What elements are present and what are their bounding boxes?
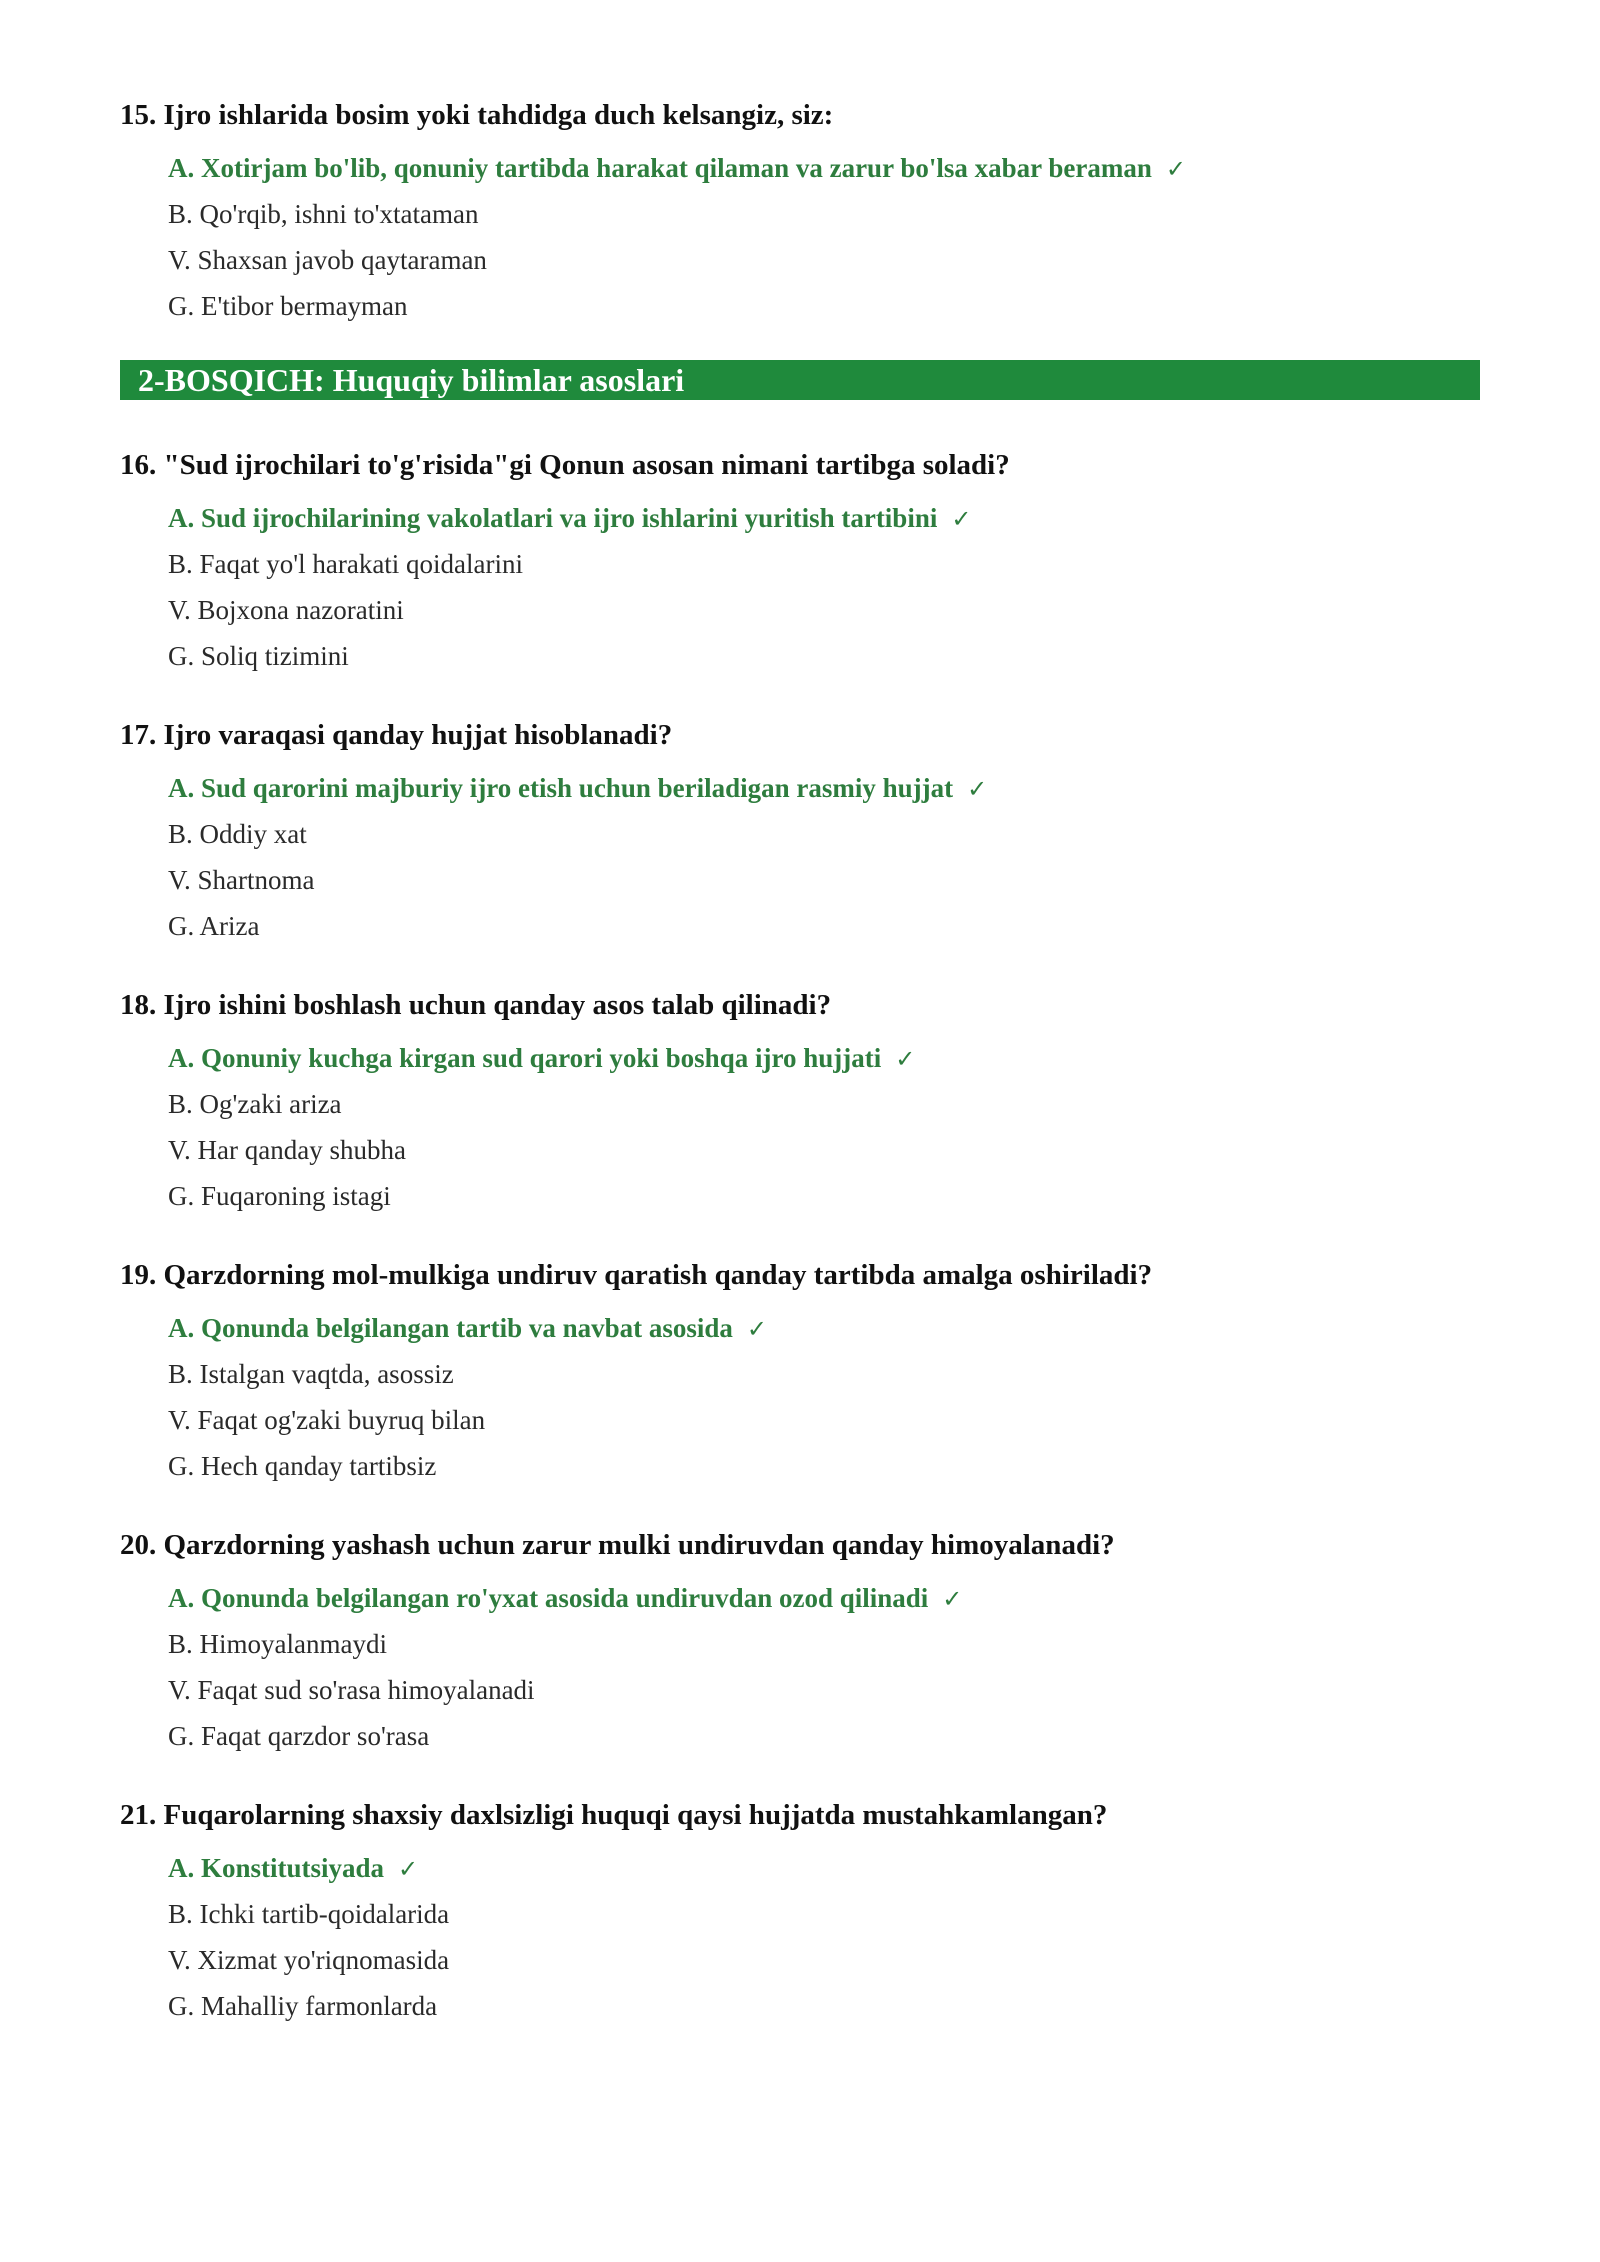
option-list: [120, 1305, 1480, 1489]
question-title: 15. Ijro ishlarida bosim yoki tahdidga duch kelsangiz, siz:: [120, 99, 834, 131]
option-correct: [168, 765, 1480, 811]
option-correct: [168, 1845, 1480, 1891]
option: V. Shartnoma: [168, 865, 315, 895]
question-18: [120, 985, 1480, 1219]
question-title: 21. Fuqarolarning shaxsiy daxlsizligi huquqi qaysi hujjatda mustahkamlangan?: [120, 1799, 1108, 1831]
checkmark-icon: ✓: [398, 1855, 419, 1883]
option: B. Ichki tartib-qoidalarida: [168, 1899, 450, 1929]
option: G. E'tibor bermayman: [168, 291, 408, 321]
option-list: [120, 495, 1480, 679]
question-16: [120, 445, 1480, 679]
option-text: A. Konstitutsiyada: [168, 1853, 385, 1883]
option-text: A. Sud qarorini majburiy ijro etish uchun beriladigan rasmiy hujjat: [168, 773, 954, 803]
option-list: [120, 1845, 1480, 2029]
checkmark-icon: ✓: [895, 1045, 916, 1073]
question-20: [120, 1525, 1480, 1759]
option: G. Fuqaroning istagi: [168, 1181, 391, 1211]
option: G. Mahalliy farmonlarda: [168, 1991, 438, 2021]
option: V. Bojxona nazoratini: [168, 595, 404, 625]
option: G. Faqat qarzdor so'rasa: [168, 1721, 430, 1751]
option: V. Har qanday shubha: [168, 1135, 406, 1165]
checkmark-icon: ✓: [967, 775, 988, 803]
option-list: [120, 145, 1480, 329]
section-header: 2-BOSQICH: Huquqiy bilimlar asoslari: [120, 360, 1480, 400]
option-list: [120, 765, 1480, 949]
checkmark-icon: ✓: [951, 505, 972, 533]
option-text: A. Sud ijrochilarining vakolatlari va ijro ishlarini yuritish tartibini: [168, 503, 938, 533]
option: B. Himoyalanmaydi: [168, 1629, 387, 1659]
option: V. Shaxsan javob qaytaraman: [168, 245, 487, 275]
question-title: 16. "Sud ijrochilari to'g'risida"gi Qonun asosan nimani tartibga soladi?: [120, 449, 1010, 481]
option-list: [120, 1575, 1480, 1759]
option-correct: [168, 1305, 1480, 1351]
option-text: A. Qonunda belgilangan ro'yxat asosida undiruvdan ozod qilinadi: [168, 1583, 929, 1613]
option-text: A. Qonuniy kuchga kirgan sud qarori yoki boshqa ijro hujjati: [168, 1043, 882, 1073]
question-17: [120, 715, 1480, 949]
option: G. Soliq tizimini: [168, 641, 349, 671]
question-title: 17. Ijro varaqasi qanday hujjat hisoblanadi?: [120, 719, 673, 751]
question-19: [120, 1255, 1480, 1489]
option: V. Faqat og'zaki buyruq bilan: [168, 1405, 486, 1435]
question-title: 19. Qarzdorning mol-mulkiga undiruv qaratish qanday tartibda amalga oshiriladi?: [120, 1259, 1153, 1291]
checkmark-icon: ✓: [942, 1585, 963, 1613]
option: B. Faqat yo'l harakati qoidalarini: [168, 549, 524, 579]
option: G. Hech qanday tartibsiz: [168, 1451, 437, 1481]
question-title: 18. Ijro ishini boshlash uchun qanday asos talab qilinadi?: [120, 989, 832, 1021]
option: V. Xizmat yo'riqnomasida: [168, 1945, 450, 1975]
checkmark-icon: ✓: [746, 1315, 767, 1343]
option: B. Qo'rqib, ishni to'xtataman: [168, 199, 479, 229]
option-correct: [168, 1575, 1480, 1621]
option-list: [120, 1035, 1480, 1219]
option-correct: [168, 495, 1480, 541]
option: B. Og'zaki ariza: [168, 1089, 342, 1119]
option-correct: [168, 145, 1480, 191]
question-21: [120, 1795, 1480, 2029]
question-15: [120, 95, 1480, 329]
option: B. Istalgan vaqtda, asossiz: [168, 1359, 454, 1389]
option-text: A. Qonunda belgilangan tartib va navbat asosida: [168, 1313, 733, 1343]
option: B. Oddiy xat: [168, 819, 307, 849]
option: V. Faqat sud so'rasa himoyalanadi: [168, 1675, 535, 1705]
option-text: A. Xotirjam bo'lib, qonuniy tartibda harakat qilaman va zarur bo'lsa xabar beraman: [168, 153, 1152, 183]
option-correct: [168, 1035, 1480, 1081]
checkmark-icon: ✓: [1165, 155, 1186, 183]
question-title: 20. Qarzdorning yashash uchun zarur mulki undiruvdan qanday himoyalanadi?: [120, 1529, 1115, 1561]
option: G. Ariza: [168, 911, 260, 941]
